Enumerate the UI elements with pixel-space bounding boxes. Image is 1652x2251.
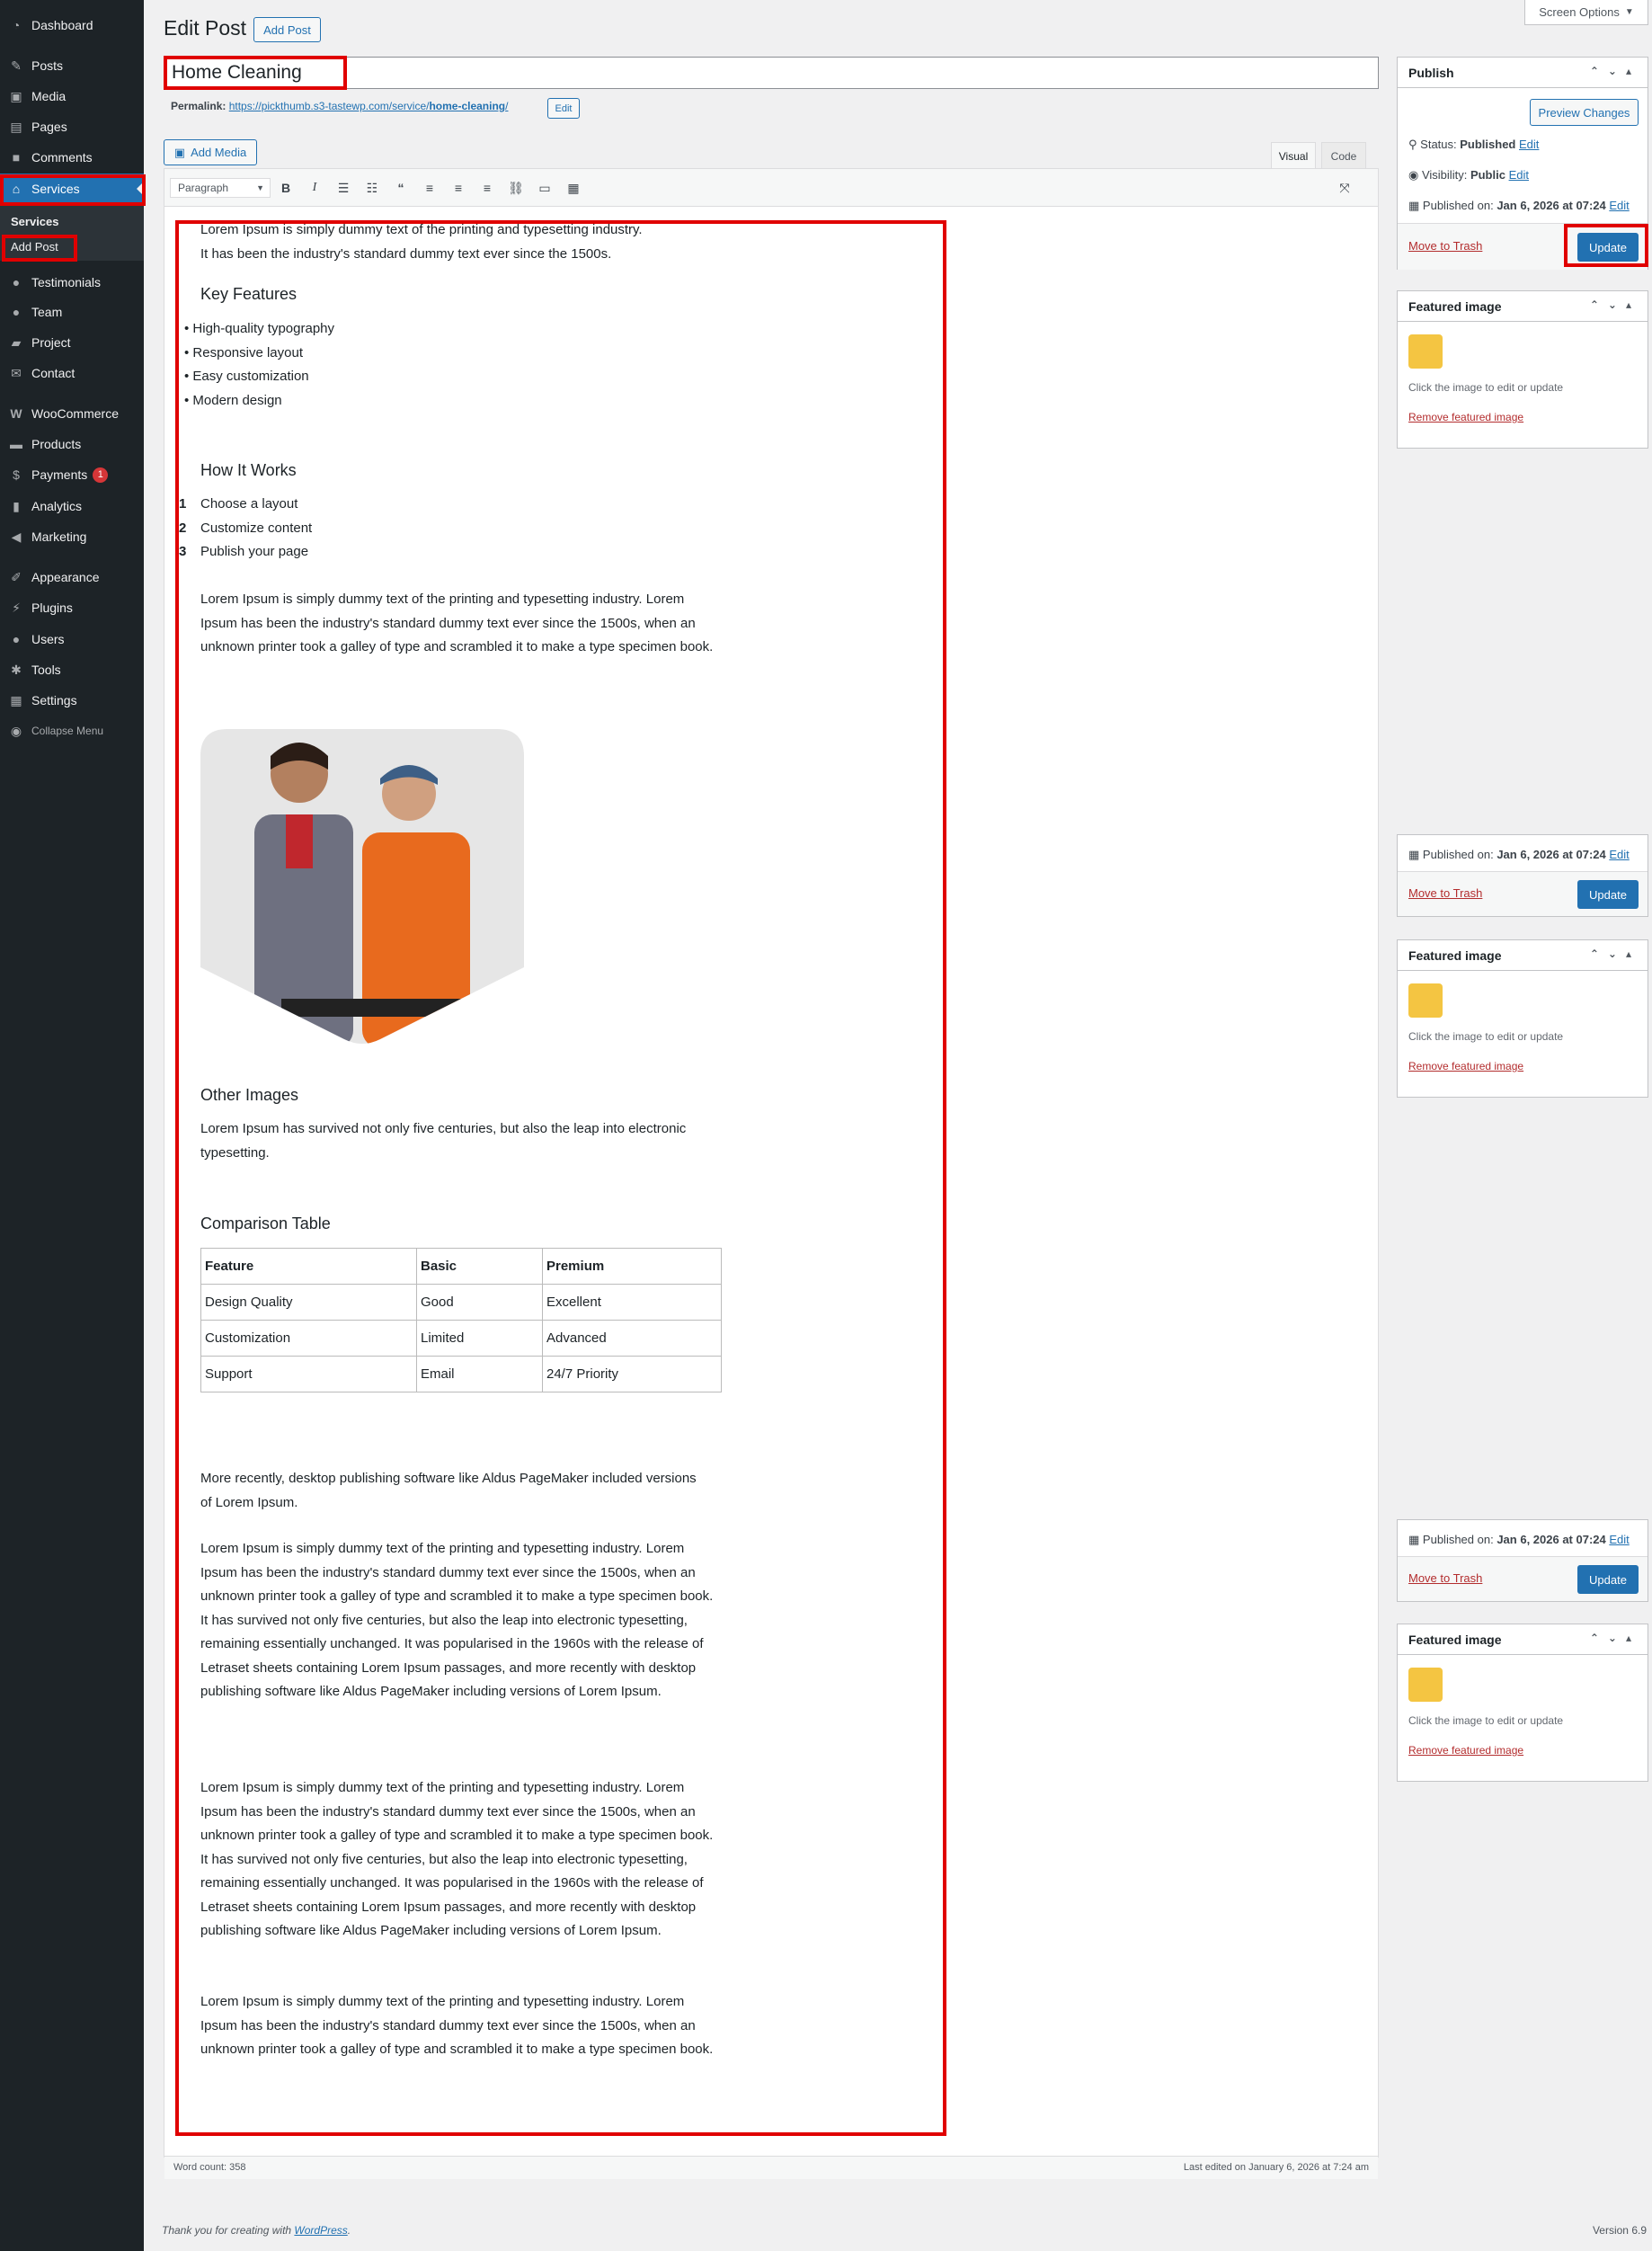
paragraph-other: Lorem Ipsum has survived not only five centuries, but also the leap into electronic typesetting. bbox=[200, 1121, 687, 1161]
editor-status-bar bbox=[164, 2156, 1378, 2179]
publish-box-repeat-2: ▦ Published on: Jan 6, 2026 at 07:24 Edit Move to Trash Update bbox=[1397, 1519, 1648, 1602]
published-row: ▦ Published on: Jan 6, 2026 at 07:24 Edit bbox=[1408, 199, 1630, 212]
update-button[interactable]: Update bbox=[1577, 233, 1639, 262]
paragraph-long-2: Lorem Ipsum is simply dummy text of the printing and typesetting industry. Lorem Ipsum has been the industry's standard dummy text ever since the 1500s, when an unknown printer took a galley of type and scrambled it to make a type specimen book. It has survived not only five centuries, but also the leap into electronic typesetting, remaining essentially unchanged. It was popularised in the 1960s with the release of Letraset sheets containing Lorem Ipsum passages, and more recently with desktop publishing software like Aldus PageMaker including versions of Lorem Ipsum. bbox=[200, 1780, 714, 1938]
blockquote-icon[interactable]: “ bbox=[397, 181, 404, 195]
media-icon: ▣ bbox=[173, 145, 186, 159]
menu-settings[interactable]: ▦ Settings bbox=[0, 685, 144, 716]
link-icon[interactable]: ⛓ bbox=[508, 180, 524, 195]
format-select[interactable]: Paragraph ▼ bbox=[170, 178, 271, 198]
menu-testimonials[interactable]: ● Testimonials bbox=[0, 267, 144, 298]
dashboard-icon: ◔ bbox=[12, 18, 21, 32]
italic-icon[interactable]: I bbox=[312, 181, 317, 194]
menu-team[interactable]: ● Team bbox=[0, 297, 144, 327]
update-button[interactable]: Update bbox=[1577, 880, 1639, 909]
menu-pages[interactable]: ▤ Pages bbox=[0, 111, 144, 142]
user-icon: ● bbox=[12, 275, 21, 289]
box-controls-icon[interactable]: ⌃⌄▴ bbox=[1589, 948, 1640, 960]
list-item: • Modern design bbox=[184, 392, 282, 408]
team-icon: ● bbox=[12, 305, 21, 319]
admin-sidebar bbox=[0, 0, 144, 2251]
publish-box-repeat: ▦ Published on: Jan 6, 2026 at 07:24 Edit Move to Trash Update bbox=[1397, 834, 1648, 917]
list-item: 3 Publish your page bbox=[179, 544, 309, 559]
move-to-trash-link[interactable]: Move to Trash bbox=[1408, 239, 1483, 253]
megaphone-icon: ◀ bbox=[11, 529, 22, 544]
calendar-icon: ▦ bbox=[1408, 199, 1420, 212]
remove-featured-link[interactable]: Remove featured image bbox=[1408, 1744, 1524, 1757]
add-post-button[interactable]: Add Post bbox=[253, 17, 321, 42]
permalink-link[interactable]: https://pickthumb.s3-tastewp.com/service/home-cleaning/ bbox=[228, 100, 509, 112]
featured-image-box: Featured image ⌃⌄▴ Click the image to edit or update Remove featured image bbox=[1397, 290, 1648, 449]
preview-changes-button[interactable]: Preview Changes bbox=[1530, 99, 1639, 126]
bullet-list-icon[interactable]: ☰ bbox=[337, 180, 350, 195]
menu-services[interactable]: ⌂ Services bbox=[0, 173, 144, 204]
table-row: Support Email 24/7 Priority bbox=[201, 1357, 722, 1392]
comments-icon: ■ bbox=[12, 150, 21, 165]
screen-options-button[interactable]: Screen Options ▼ bbox=[1524, 0, 1648, 25]
table-row: Customization Limited Advanced bbox=[201, 1321, 722, 1357]
published-edit-link[interactable]: Edit bbox=[1609, 199, 1630, 212]
payments-icon: $ bbox=[13, 467, 20, 482]
highlight-add-post bbox=[2, 235, 77, 262]
list-item: 2 Customize content bbox=[179, 520, 313, 536]
plug-icon: ⚡ bbox=[12, 600, 21, 615]
paragraph-3: Lorem Ipsum is simply dummy text of the printing and typesetting industry. Lorem Ipsum has been the industry's standard dummy text ever since the 1500s, when an unknown printer took a galley of type and scrambled it to make a type specimen book. bbox=[200, 1994, 714, 2057]
page-title: Edit Post bbox=[164, 16, 247, 40]
settings-icon: ▦ bbox=[10, 692, 22, 707]
menu-plugins[interactable]: ⚡ Plugins bbox=[0, 592, 144, 623]
box-controls-icon[interactable]: ⌃⌄▴ bbox=[1589, 1632, 1640, 1644]
featured-thumbnail[interactable] bbox=[1408, 334, 1443, 369]
menu-media[interactable]: ▣ Media bbox=[0, 81, 144, 111]
add-media-button[interactable]: ▣ Add Media bbox=[164, 139, 257, 165]
word-count: Word count: 358 bbox=[173, 2162, 246, 2173]
paragraph-long-1: Lorem Ipsum is simply dummy text of the printing and typesetting industry. Lorem Ipsum has been the industry's standard dummy text ever since the 1500s, when an unknown printer took a galley of type and scrambled it to make a type specimen book. It has survived not only five centuries, but also the leap into electronic typesetting, remaining essentially unchanged. It was popularised in the 1960s with the release of Letraset sheets containing Lorem Ipsum passages, and more recently with desktop publishing software like Aldus PageMaker including versions of Lorem Ipsum. bbox=[200, 1541, 714, 1699]
eye-icon: ◉ bbox=[1408, 168, 1419, 182]
menu-dashboard[interactable]: ◔ Dashboard bbox=[0, 10, 144, 40]
menu-contact[interactable]: ✉ Contact bbox=[0, 358, 144, 388]
box-controls-icon[interactable]: ⌃⌄▴ bbox=[1589, 298, 1640, 311]
last-edited: Last edited on January 6, 2026 at 7:24 am bbox=[1183, 2162, 1369, 2173]
list-item: • High-quality typography bbox=[184, 321, 335, 336]
highlight-services bbox=[0, 174, 146, 206]
tab-visual[interactable]: Visual bbox=[1271, 142, 1316, 169]
menu-analytics[interactable]: ▮ Analytics bbox=[0, 491, 144, 521]
heading-key-features: Key Features bbox=[200, 285, 298, 303]
wordpress-link[interactable]: WordPress bbox=[294, 2224, 348, 2237]
pages-icon: ▤ bbox=[10, 119, 22, 134]
move-to-trash-link[interactable]: Move to Trash bbox=[1408, 886, 1483, 900]
tab-code[interactable]: Code bbox=[1321, 142, 1366, 169]
featured-thumbnail[interactable] bbox=[1408, 983, 1443, 1018]
status-row: ⚲ Status: Published Edit bbox=[1408, 138, 1540, 151]
submenu-services[interactable]: Services bbox=[11, 215, 59, 228]
menu-users[interactable]: ● Users bbox=[0, 624, 144, 654]
caret-down-icon: ▼ bbox=[1624, 7, 1634, 17]
contact-icon: ✉ bbox=[11, 365, 22, 380]
services-icon: ⌂ bbox=[12, 182, 21, 196]
table-header-row: Feature Basic Premium bbox=[201, 1249, 722, 1285]
users-icon: ● bbox=[12, 632, 21, 646]
visibility-row: ◉ Visibility: Public Edit bbox=[1408, 168, 1529, 182]
permalink: Permalink: https://pickthumb.s3-tastewp.com/service/home-cleaning/ bbox=[171, 100, 509, 112]
table-row: Design Quality Good Excellent bbox=[201, 1285, 722, 1321]
menu-payments[interactable]: $ Payments 1 bbox=[0, 459, 144, 490]
highlight-update bbox=[1564, 224, 1648, 267]
intro-line-2: It has been the industry's standard dummy text ever since the 1500s. bbox=[200, 246, 612, 262]
menu-marketing[interactable]: ◀ Marketing bbox=[0, 521, 144, 552]
remove-featured-link[interactable]: Remove featured image bbox=[1408, 1060, 1524, 1072]
paragraph-1: Lorem Ipsum is simply dummy text of the printing and typesetting industry. Lorem Ipsum has been the industry's standard dummy text ever since the 1500s, when an unknown printer took a galley of type and scrambled it to make a type specimen book. bbox=[200, 592, 714, 654]
toolbar-toggle-icon[interactable]: ▦ bbox=[567, 180, 580, 195]
fullscreen-icon[interactable]: ⤧ bbox=[1339, 180, 1350, 195]
featured-hint: Click the image to edit or update bbox=[1408, 381, 1564, 394]
remove-featured-link[interactable]: Remove featured image bbox=[1408, 411, 1524, 423]
permalink-edit-button[interactable]: Edit bbox=[547, 98, 580, 119]
featured-image-box-repeat: Featured image ⌃⌄▴ Click the image to edit or update Remove featured image bbox=[1397, 939, 1648, 1098]
featured-thumbnail[interactable] bbox=[1408, 1668, 1443, 1702]
featured-image-box-repeat-2: Featured image ⌃⌄▴ Click the image to edit or update Remove featured image bbox=[1397, 1624, 1648, 1782]
bold-icon[interactable]: B bbox=[280, 181, 291, 195]
analytics-icon: ▮ bbox=[13, 498, 20, 513]
visibility-edit-link[interactable]: Edit bbox=[1508, 168, 1529, 182]
list-item: 1 Choose a layout bbox=[179, 496, 298, 512]
paragraph-recent: More recently, desktop publishing software like Aldus PageMaker included versions of Lorem Ipsum. bbox=[200, 1471, 697, 1510]
collapse-icon: ◉ bbox=[10, 723, 22, 738]
move-to-trash-link[interactable]: Move to Trash bbox=[1408, 1571, 1483, 1585]
woocommerce-icon: W bbox=[10, 406, 22, 421]
menu-posts[interactable]: ✎ Posts bbox=[0, 50, 144, 81]
menu-tools[interactable]: ✱ Tools bbox=[0, 654, 144, 685]
admin-footer-thanks: Thank you for creating with WordPress. bbox=[162, 2224, 351, 2237]
menu-appearance[interactable]: ✐ Appearance bbox=[0, 562, 144, 592]
status-edit-link[interactable]: Edit bbox=[1519, 138, 1540, 151]
menu-project[interactable]: ▰ Project bbox=[0, 327, 144, 358]
heading-other-images: Other Images bbox=[200, 1086, 299, 1104]
list-item: • Responsive layout bbox=[184, 344, 303, 360]
highlight-content bbox=[175, 220, 946, 2136]
publish-box-title: Publish ⌃⌄▴ bbox=[1398, 58, 1648, 88]
update-button[interactable]: Update bbox=[1577, 1565, 1639, 1594]
align-left-icon[interactable]: ≡ bbox=[425, 181, 434, 195]
align-right-icon[interactable]: ≡ bbox=[483, 181, 492, 195]
post-title-input[interactable]: Home Cleaning bbox=[164, 57, 1379, 89]
read-more-icon[interactable]: ▭ bbox=[538, 180, 551, 195]
editor-toolbar bbox=[164, 169, 1378, 207]
list-item: • Easy customization bbox=[184, 369, 309, 384]
payments-badge: 1 bbox=[93, 467, 108, 483]
products-icon: ▬ bbox=[10, 437, 22, 451]
heading-how-it-works: How It Works bbox=[200, 461, 297, 479]
heading-comparison-table: Comparison Table bbox=[200, 1214, 331, 1232]
wrench-icon: ✱ bbox=[11, 662, 22, 677]
collapse-menu[interactable]: ◉ Collapse Menu bbox=[0, 716, 144, 746]
calendar-icon: ▦ bbox=[1408, 848, 1420, 861]
pin-icon: ✎ bbox=[11, 58, 22, 73]
menu-products[interactable]: ▬ Products bbox=[10, 437, 82, 451]
intro-line-1: Lorem Ipsum is simply dummy text of the printing and typesetting industry. bbox=[200, 222, 643, 237]
box-controls-icon[interactable]: ⌃⌄▴ bbox=[1589, 65, 1640, 77]
menu-comments[interactable]: ■ Comments bbox=[0, 142, 144, 173]
highlight-title bbox=[164, 56, 347, 90]
align-center-icon[interactable]: ≡ bbox=[454, 181, 463, 195]
project-icon: ▰ bbox=[11, 334, 22, 350]
submenu-add-post[interactable]: Add Post bbox=[11, 240, 58, 254]
numbered-list-icon[interactable]: ☷ bbox=[366, 180, 378, 195]
menu-woocommerce[interactable]: W WooCommerce bbox=[0, 398, 144, 429]
version-text: Version 6.9 bbox=[1592, 2224, 1647, 2237]
calendar-icon: ▦ bbox=[1408, 1533, 1420, 1546]
pin-icon: ⚲ bbox=[1408, 138, 1417, 151]
brush-icon: ✐ bbox=[11, 569, 22, 584]
media-icon: ▣ bbox=[10, 88, 22, 103]
caret-icon: ▼ bbox=[256, 183, 264, 192]
